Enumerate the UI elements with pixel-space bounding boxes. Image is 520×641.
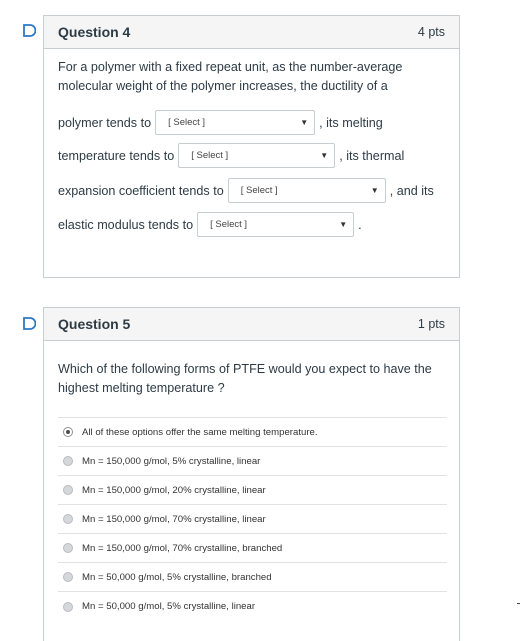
- radio-button-icon[interactable]: [63, 456, 73, 466]
- answer-label: Mn = 150,000 g/mol, 70% crystalline, linear: [82, 513, 266, 525]
- question-points: 1 pts: [417, 317, 445, 331]
- answer-label: Mn = 50,000 g/mol, 5% crystalline, linear: [82, 601, 256, 612]
- question-line-1: [58, 110, 383, 135]
- answer-option[interactable]: [58, 563, 447, 592]
- caret-down-icon: ▼: [320, 151, 329, 160]
- question-header: [44, 308, 459, 341]
- select-placeholder: [ Select ]: [168, 117, 206, 128]
- answer-option[interactable]: [58, 476, 447, 505]
- line-text: polymer tends to: [58, 115, 152, 130]
- radio-button-icon[interactable]: [63, 485, 73, 495]
- radio-button-icon[interactable]: [63, 543, 73, 553]
- radio-button-icon[interactable]: [63, 602, 73, 612]
- answer-option[interactable]: [58, 505, 447, 534]
- answer-option[interactable]: [58, 534, 447, 563]
- answer-option[interactable]: [58, 592, 447, 621]
- caret-down-icon: ▼: [300, 118, 309, 127]
- question-line-3: [58, 178, 434, 203]
- question-text: Which of the following forms of PTFE would you expect to have the highest melting temperature ?: [58, 362, 432, 395]
- select-placeholder: [ Select ]: [210, 219, 248, 230]
- line-text: , and its: [389, 183, 434, 198]
- select-placeholder: [ Select ]: [240, 185, 278, 196]
- question-card-5: [43, 307, 460, 641]
- select-placeholder: [ Select ]: [191, 150, 229, 161]
- line-text: , its thermal: [339, 148, 405, 163]
- melting-temperature-select[interactable]: [178, 143, 335, 168]
- answer-option[interactable]: [58, 418, 447, 447]
- line-text: expansion coefficient tends to: [58, 183, 224, 198]
- answer-label: Mn = 150,000 g/mol, 5% crystalline, linear: [82, 455, 261, 467]
- elastic-modulus-select[interactable]: [197, 212, 354, 237]
- flag-icon[interactable]: [22, 24, 36, 37]
- answer-option[interactable]: [58, 447, 447, 476]
- question-points: 4 pts: [417, 25, 445, 39]
- line-text: , its melting: [319, 115, 383, 130]
- caret-down-icon: ▼: [370, 186, 379, 195]
- caret-down-icon: ▼: [339, 220, 348, 229]
- question-title: Question 5: [58, 316, 131, 332]
- question-line-4: [58, 212, 362, 237]
- answer-list: [58, 417, 447, 621]
- answer-label: Mn = 150,000 g/mol, 20% crystalline, linear: [82, 484, 266, 496]
- radio-button-icon[interactable]: [63, 427, 73, 437]
- line-text: elastic modulus tends to: [58, 217, 194, 232]
- answer-label: Mn = 150,000 g/mol, 70% crystalline, branched: [82, 542, 283, 554]
- answer-label: Mn = 50,000 g/mol, 5% crystalline, branched: [82, 571, 272, 583]
- answer-label: All of these options offer the same melting temperature.: [82, 426, 318, 438]
- radio-button-icon[interactable]: [63, 572, 73, 582]
- line-text: .: [358, 217, 362, 232]
- radio-button-icon[interactable]: [63, 514, 73, 524]
- question-header: [44, 16, 459, 49]
- thermal-expansion-select[interactable]: [228, 178, 386, 203]
- flag-icon[interactable]: [22, 317, 36, 330]
- question-title: Question 4: [58, 24, 131, 40]
- line-text: temperature tends to: [58, 148, 175, 163]
- question-line-2: [58, 143, 404, 168]
- ductility-select[interactable]: [155, 110, 315, 135]
- question-card-4: [43, 15, 460, 278]
- question-text: For a polymer with a fixed repeat unit, as the number-average molecular weight of the polymer increases, the ductility of a: [58, 60, 403, 93]
